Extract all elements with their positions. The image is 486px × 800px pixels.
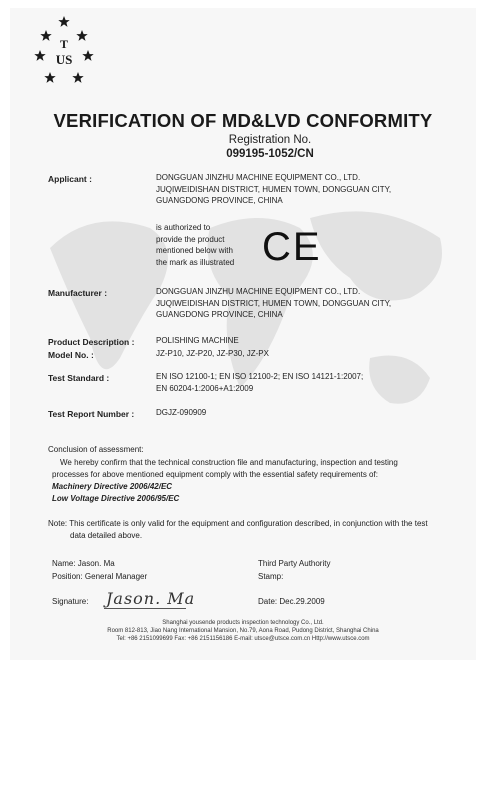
conclusion-line-1: We hereby confirm that the technical construction file and manufacturing, inspection and testing bbox=[60, 458, 398, 467]
test-standard-value bbox=[156, 371, 363, 394]
authorization-line: is authorized to bbox=[156, 223, 211, 232]
manufacturer-address bbox=[156, 286, 391, 321]
star-icon bbox=[72, 72, 83, 83]
applicant-label: Applicant : bbox=[48, 174, 92, 184]
low-voltage-directive: Low Voltage Directive 2006/95/EC bbox=[52, 494, 180, 503]
model-label: Model No. : bbox=[48, 350, 94, 360]
conclusion-heading: Conclusion of assessment: bbox=[48, 445, 144, 454]
test-standard-line: EN ISO 12100-1; EN ISO 12100-2; EN ISO 14121-1:2007; bbox=[156, 372, 364, 381]
star-icon bbox=[40, 30, 51, 41]
test-report-value: DGJZ-090909 bbox=[156, 408, 207, 417]
stamp-label: Stamp: bbox=[258, 572, 284, 581]
authority-label: Third Party Authority bbox=[258, 559, 331, 568]
star-icon bbox=[58, 16, 69, 27]
handwritten-signature: Jason. Ma bbox=[106, 589, 196, 608]
logo-letter-t: T bbox=[59, 37, 69, 51]
manufacturer-line: GUANGDONG PROVINCE, CHINA bbox=[156, 310, 283, 319]
applicant-address bbox=[156, 172, 391, 207]
conclusion-line-2: processes for above mentioned equipment comply with the essential safety requirements of: bbox=[52, 470, 378, 479]
authorization-line: the mark as illustrated bbox=[156, 257, 235, 267]
applicant-line: JUQIWEIDISHAN DISTRICT, HUMEN TOWN, DONGGUAN CITY, bbox=[156, 184, 392, 194]
authorization-text bbox=[156, 222, 234, 268]
star-icon bbox=[44, 72, 55, 83]
signatory-position: Position: General Manager bbox=[52, 572, 148, 581]
product-description-label: Product Description : bbox=[48, 337, 135, 347]
manufacturer-label: Manufacturer : bbox=[48, 288, 108, 298]
applicant-line: DONGGUAN JINZHU MACHINE EQUIPMENT CO., LTD. bbox=[156, 173, 361, 182]
machinery-directive: Machinery Directive 2006/42/EC bbox=[52, 482, 173, 491]
signature-label: Signature: bbox=[52, 597, 89, 606]
product-description-value: POLISHING MACHINE bbox=[156, 336, 239, 345]
manufacturer-line: DONGGUAN JINZHU MACHINE EQUIPMENT CO., LTD. bbox=[156, 287, 361, 296]
issue-date: Date: Dec.29.2009 bbox=[258, 597, 325, 606]
star-icon bbox=[34, 50, 45, 61]
certificate-title: VERIFICATION OF MD&LVD CONFORMITY bbox=[53, 110, 433, 131]
footer-address: Room 812-813, Jiao Nang International Mansion, No.79, Aona Road, Pudong District, Shanghai China bbox=[107, 628, 379, 634]
signatory-name: Name: Jason. Ma bbox=[52, 559, 115, 568]
model-value: JZ-P10, JZ-P20, JZ-P30, JZ-PX bbox=[156, 349, 269, 358]
note-line-2: data detailed above. bbox=[70, 531, 143, 540]
registration-number: 099195-1052/CN bbox=[226, 148, 314, 160]
logo-letters-us: US bbox=[55, 52, 73, 67]
note-line-1: Note: This certificate is only valid for the equipment and configuration described, in conjunction with the test bbox=[48, 519, 428, 528]
authorization-line: provide the product bbox=[156, 234, 225, 244]
star-icon bbox=[76, 30, 87, 41]
footer-company: Shanghai yousende products inspection technology Co., Ltd. bbox=[162, 620, 324, 626]
tus-logo bbox=[28, 12, 100, 100]
registration-label: Registration No. bbox=[228, 134, 312, 146]
signature-line bbox=[104, 608, 186, 609]
authorization-line: mentioned below with bbox=[156, 246, 233, 255]
test-standard-line: EN 60204-1:2006+A1:2009 bbox=[156, 383, 254, 393]
test-report-label: Test Report Number : bbox=[48, 409, 135, 419]
ce-mark: CE bbox=[262, 225, 322, 269]
star-icon bbox=[82, 50, 93, 61]
applicant-line: GUANGDONG PROVINCE, CHINA bbox=[156, 196, 283, 205]
test-standard-label: Test Standard : bbox=[48, 373, 110, 383]
manufacturer-line: JUQIWEIDISHAN DISTRICT, HUMEN TOWN, DONGGUAN CITY, bbox=[156, 298, 392, 308]
footer-contact: Tel: +86 2151099699 Fax: +86 2151156186 E-mail: utsce@utsce.com.cn Http://www.utsce.com bbox=[116, 636, 370, 642]
